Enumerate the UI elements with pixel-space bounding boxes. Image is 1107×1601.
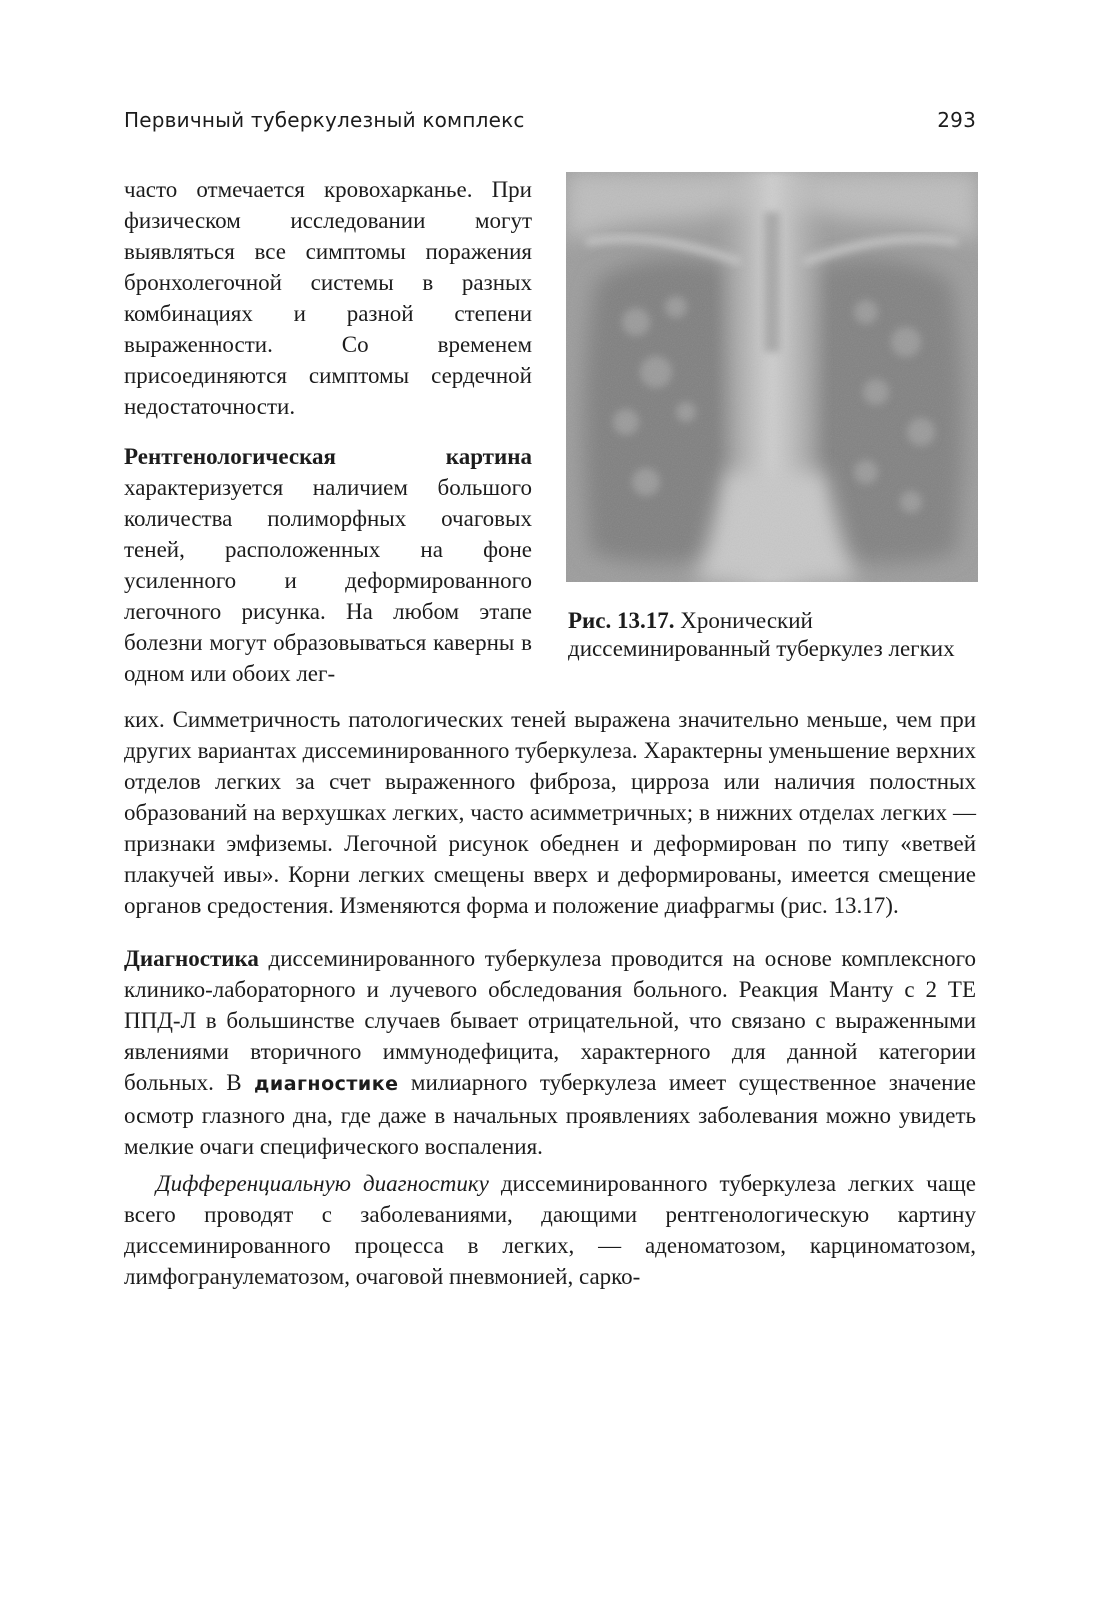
figure-label: Рис. 13.17. [568, 608, 675, 633]
figure-caption: Рис. 13.17. Хронический диссеминированный туберкулез легких [568, 608, 955, 661]
running-header [124, 108, 976, 138]
column-text [124, 174, 532, 689]
body-text [124, 704, 976, 1292]
paragraph-xray: Рентгенологическая картина характеризуется наличием большого количества полиморфных очаговых теней, расположенных на фоне усиленного и деформированного легочного рисунка. На любом этапе болезни могут образовываться каверны в одном или обоих лег- [124, 444, 532, 686]
diagnostics-heading: Диагностика [124, 946, 259, 971]
page-number: 293 [937, 108, 976, 132]
paragraph-symptoms: часто отмечается кровохарканье. При физическом исследовании могут выявляться все симптомы поражения бронхолегочной системы в разных комбинациях и разной степени выраженности. Со временем присоединяются симптомы сердечной недостаточности. [124, 177, 532, 419]
xray-image [566, 172, 978, 582]
xray-heading: Рентгенологическая картина [124, 444, 532, 469]
differential-heading: Дифференциальную диагностику [156, 1171, 489, 1196]
paragraph-xray-continued: ких. Симметричность патологических теней выражена значительно меньше, чем при других вариантах диссеминированного туберкулеза. Характерны уменьшение верхних отделов легких за счет выраженного фиброза, цирроза или наличия полостных образований на верхушках легких, часто асимметричных; в нижних отделах легких — признаки эмфиземы. Легочной рисунок обеднен и деформирован по типу «ветвей плакучей ивы». Корни легких смещены вверх и деформированы, имеется смещение органов средостения. Изменяются форма и положение диафрагмы (рис. 13.17). [124, 707, 976, 918]
chest-xray-figure [566, 172, 978, 582]
paragraph-differential: Дифференциальную диагностику диссеминированного туберкулеза легких чаще всего проводят с заболеваниями, дающими рентгенологическую картину диссеминированного процесса в легких, — аденоматозом, карциноматозом, лимфогранулематозом, очаговой пневмонией, сарко- [124, 1171, 976, 1289]
paragraph-diagnostics: Диагностика диссеминированного туберкулеза проводится на основе комплексного клинико-лабораторного и лучевого обследования больного. Реакция Манту с 2 ТЕ ППД-Л в большинстве случаев бывает отрицательной, что связано с выраженными явлениями вторичного иммунодефицита, характерного для данной категории больных. В диагностике милиарного туберкулеза имеет существенное значение осмотр глазного дна, где даже в начальных проявлениях заболевания можно увидеть мелкие очаги специфического воспаления. [124, 946, 976, 1159]
chapter-title: Первичный туберкулезный комплекс [124, 108, 525, 132]
